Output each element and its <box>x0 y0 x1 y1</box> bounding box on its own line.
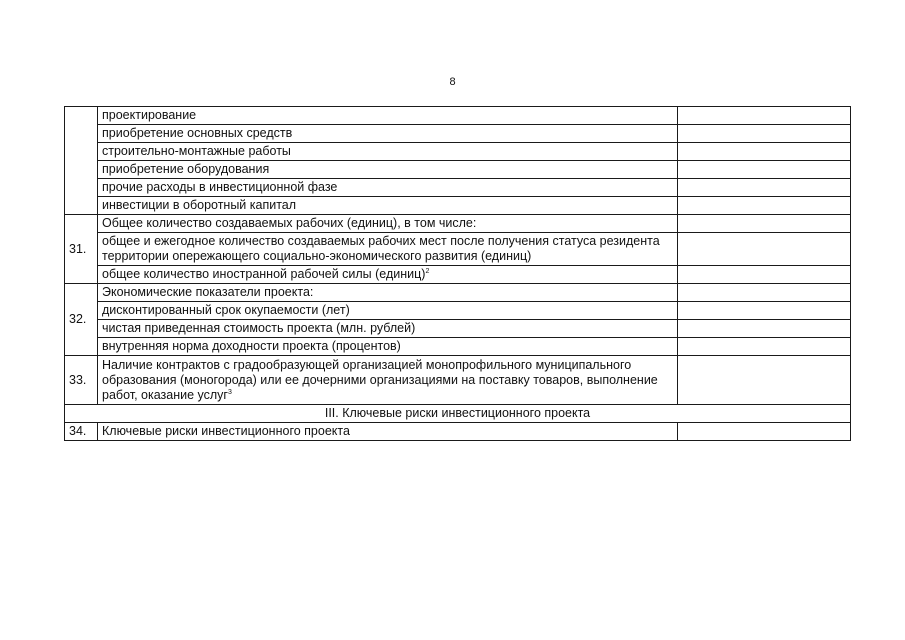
table-row <box>65 125 851 143</box>
row-label: строительно-монтажные работы <box>98 143 678 161</box>
row-label: чистая приведенная стоимость проекта (млн. рублей) <box>98 320 678 338</box>
table-row <box>65 320 851 338</box>
row-label: внутренняя норма доходности проекта (процентов) <box>98 338 678 356</box>
value-cell[interactable] <box>678 143 851 161</box>
row-label: приобретение основных средств <box>98 125 678 143</box>
value-cell[interactable] <box>678 320 851 338</box>
footnote-marker: 2 <box>425 267 430 275</box>
value-cell[interactable] <box>678 356 851 405</box>
value-cell[interactable] <box>678 233 851 266</box>
table-row <box>65 161 851 179</box>
row-label: дисконтированный срок окупаемости (лет) <box>98 302 678 320</box>
row-number-cell <box>65 107 98 215</box>
section-header-row <box>65 405 851 423</box>
value-cell[interactable] <box>678 302 851 320</box>
item-number: 33. <box>65 356 98 405</box>
value-cell[interactable] <box>678 125 851 143</box>
table-row <box>65 197 851 215</box>
table-row <box>65 423 851 441</box>
page-number: 8 <box>449 76 456 88</box>
table-row <box>65 284 851 302</box>
item-number: 32. <box>65 284 98 356</box>
form-table <box>64 106 851 441</box>
row-label: прочие расходы в инвестиционной фазе <box>98 179 678 197</box>
value-cell[interactable] <box>678 179 851 197</box>
value-cell[interactable] <box>678 161 851 179</box>
value-cell[interactable] <box>678 423 851 441</box>
row-label <box>98 266 678 284</box>
item-number: 31. <box>65 215 98 284</box>
table-row <box>65 215 851 233</box>
value-cell[interactable] <box>678 107 851 125</box>
table-row <box>65 179 851 197</box>
item-number: 34. <box>65 423 98 441</box>
table-row <box>65 143 851 161</box>
table-row <box>65 356 851 405</box>
table-row <box>65 266 851 284</box>
item-title: Общее количество создаваемых рабочих (единиц), в том числе: <box>98 215 678 233</box>
row-label: проектирование <box>98 107 678 125</box>
table-row <box>65 302 851 320</box>
section-title: III. Ключевые риски инвестиционного проекта <box>65 405 851 423</box>
table-row <box>65 338 851 356</box>
value-cell[interactable] <box>678 266 851 284</box>
value-cell[interactable] <box>678 284 851 302</box>
row-label: инвестиции в оборотный капитал <box>98 197 678 215</box>
value-cell[interactable] <box>678 215 851 233</box>
value-cell[interactable] <box>678 197 851 215</box>
row-label: Ключевые риски инвестиционного проекта <box>98 423 678 441</box>
footnote-marker: 3 <box>228 388 232 396</box>
row-label <box>98 356 678 405</box>
table-row <box>65 107 851 125</box>
row-label-text: общее количество иностранной рабочей силы (единиц) <box>102 267 426 281</box>
item-title: Экономические показатели проекта: <box>98 284 678 302</box>
table-row <box>65 233 851 266</box>
row-label: приобретение оборудования <box>98 161 678 179</box>
value-cell[interactable] <box>678 338 851 356</box>
row-label: общее и ежегодное количество создаваемых рабочих мест после получения статуса резидента территории опережающего социально-экономического развития (единиц) <box>98 233 678 266</box>
row-label-text: Наличие контрактов с градообразующей организацией монопрофильного муниципального образования (моногорода) или ее дочерними организациями на поставку товаров, выполнение работ, оказание услуг <box>102 357 658 402</box>
